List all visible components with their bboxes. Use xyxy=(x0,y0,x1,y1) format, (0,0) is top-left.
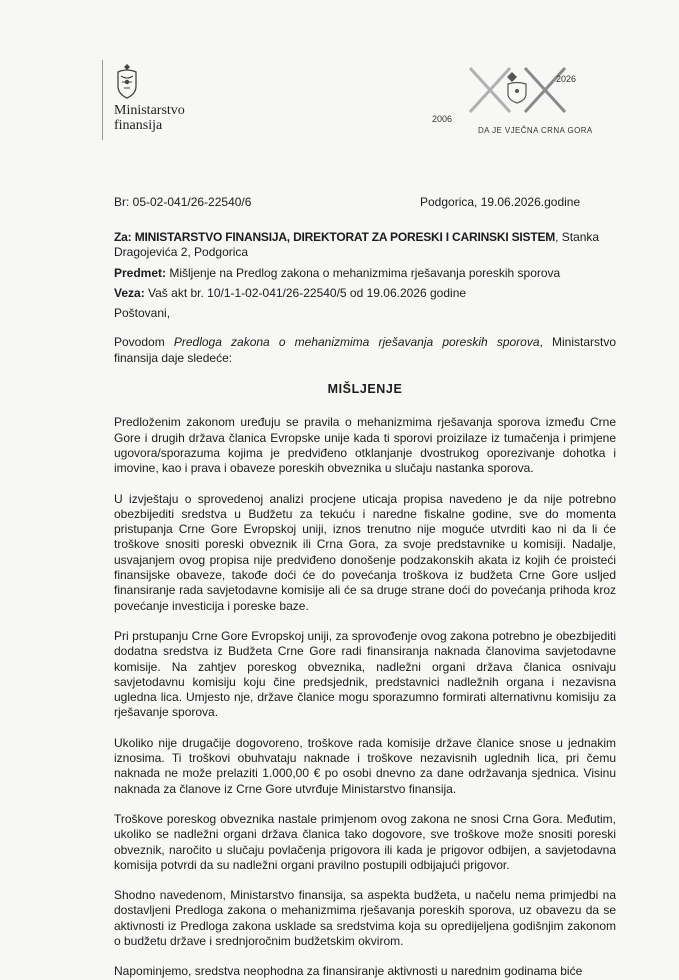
recipient-label: Za: xyxy=(114,230,132,244)
paragraph-taxpayer-costs: Troškove poreskog obveznika nastale primjenom ovog zakona ne snosi Crna Gora. Međutim, ukoliko se nadležni organi država članica tako dogovore, sve troškove može snositi poreski obveznik, naročito u slučaju povlačenja prigovora ili kada je prigovor odbijen, a savjetodavna komisija potvrdi da su nadležni organi pravilno postupili odbijajući prigovor. xyxy=(114,811,616,872)
paragraph-note: Napominjemo, sredstva neophodna za finansiranje aktivnosti u narednim godinama biće xyxy=(114,964,583,979)
reference-number: Br: 05-02-041/26-22540/6 xyxy=(114,195,252,209)
jubilee-motto: DA JE VJEČNA CRNA GORA xyxy=(478,126,593,135)
subject-line xyxy=(114,266,616,281)
paragraph-accession-funding: Pri prstupanju Crne Gore Evropskoj uniji, za sprovođenje ovog zakona potrebno je obezbijediti dodatna sredstva iz Budžeta Crne Gore radi finansiranja naknada članovima savjetodavne komisije. Na zahtjev poreskog obveznika, nadležni organi država članica osnivaju savjetodavnu komisiju koju čine predsjednik, predstavnici nadležnih organa i nezavisna ugledna lica. Umjesto nje, države članice mogu sporazumno formirati alternativnu komisiju za rješavanje sporova. xyxy=(114,628,616,720)
opinion-heading: MIŠLJENJE xyxy=(327,382,403,397)
letter-body xyxy=(114,230,616,980)
jubilee-year-start: 2006 xyxy=(432,114,453,124)
recipient-address: , Stanka Dragojevića 2, Podgorica xyxy=(114,230,600,260)
greeting: Poštovani, xyxy=(114,306,171,321)
ministry-name: Ministarstvo finansija xyxy=(114,103,185,133)
place-date: Podgorica, 19.06.2026.godine xyxy=(420,195,581,209)
header-divider xyxy=(102,60,103,140)
paragraph-scope: Predloženim zakonom uređuju se pravila o mehanizmima rješavanja sporova između Crne Gore i drugih država članica Evropske unije kada ti sporovi proizilaze iz tumačenja i primjene ugovora/sporazuma kojima je predviđeno otklanjanje dvostrukog oporezivanje dohotka i imovine, kao i prava i obaveze poreskih obveznika u slučaju nastanka sporova. xyxy=(114,415,616,476)
link-text: Vaš akt br. 10/1-1-02-041/26-22540/5 od 19.06.2026 godine xyxy=(144,285,467,300)
subject-label: Predmet: xyxy=(114,265,167,280)
coat-of-arms-logo xyxy=(112,62,142,102)
independence-jubilee-logo xyxy=(430,60,590,130)
jubilee-year-end: 2026 xyxy=(556,74,577,84)
paragraph-impact-analysis: U izvještaju o sprovedenoj analizi procjene uticaja propisa navedeno je da nije potrebno obezbijediti sredstva u Budžetu za tekuću i naredne fiskalne godine, sve do momenta pristupanja Crne Gore Evropskoj uniji, iznos trenutno nije moguće utvrditi kao ni da li će troškove snositi poreski obveznik ili Crna Gora, za svoje predstavnike u komisiji. Nadalje, usvajanjem ovog propisa nije predviđeno donošenje podzakonskih akata iz kojih će proisteći finansijske obaveze, takođe doći će do povećanja troškova iz budžeta Crne Gore usljed finansiranje rada savjetodavne komisije ali će sa druge strane doći do povećanja prihoda kroz povećanje investicija i poreske baze. xyxy=(114,491,616,613)
link-line xyxy=(114,286,616,301)
subject-text: Mišljenje na Predlog zakona o mehanizmima rješavanja poreskih sporova xyxy=(166,265,561,280)
link-label: Veza: xyxy=(114,285,145,300)
paragraph-commission-costs: Ukoliko nije drugačije dogovoreno, troškove rada komisije države članice snose u jednakim iznosima. Ti troškovi obuhvataju naknade i troškove nezavisnih uglednih lica, pri čemu naknada ne može prelaziti 1.000,00 € po osobi dnevno za dane održavanja sjednica. Visinu naknada za članove iz Crne Gore utvrđuje Ministarstvo finansija. xyxy=(114,735,616,796)
law-title-italic: Predloga zakona o mehanizmima rješavanja poreskih sporova xyxy=(173,335,540,350)
intro-paragraph: Povodom Predloga zakona o mehanizmima rješavanja poreskih sporova, Ministarstvo finansija daje sledeće: xyxy=(114,335,617,365)
recipient-name: MINISTARSTVO FINANSIJA, DIREKTORAT ZA PORESKI I CARINSKI SISTEM xyxy=(134,230,556,244)
recipient xyxy=(114,230,616,261)
paragraph-conclusion: Shodno navedenom, Ministarstvo finansija, sa aspekta budžeta, u načelu nema primjedbi na dostavljeni Predloga zakona o mehanizmima rješavanja poreskih sporova, uz obavezu da se aktivnosti iz Predloga zakona uskladе sa sredstvima koja su opredijeljena godišnjim zakonom o budžetu države i srednjoročnim budžetskim okvirom. xyxy=(114,888,616,948)
